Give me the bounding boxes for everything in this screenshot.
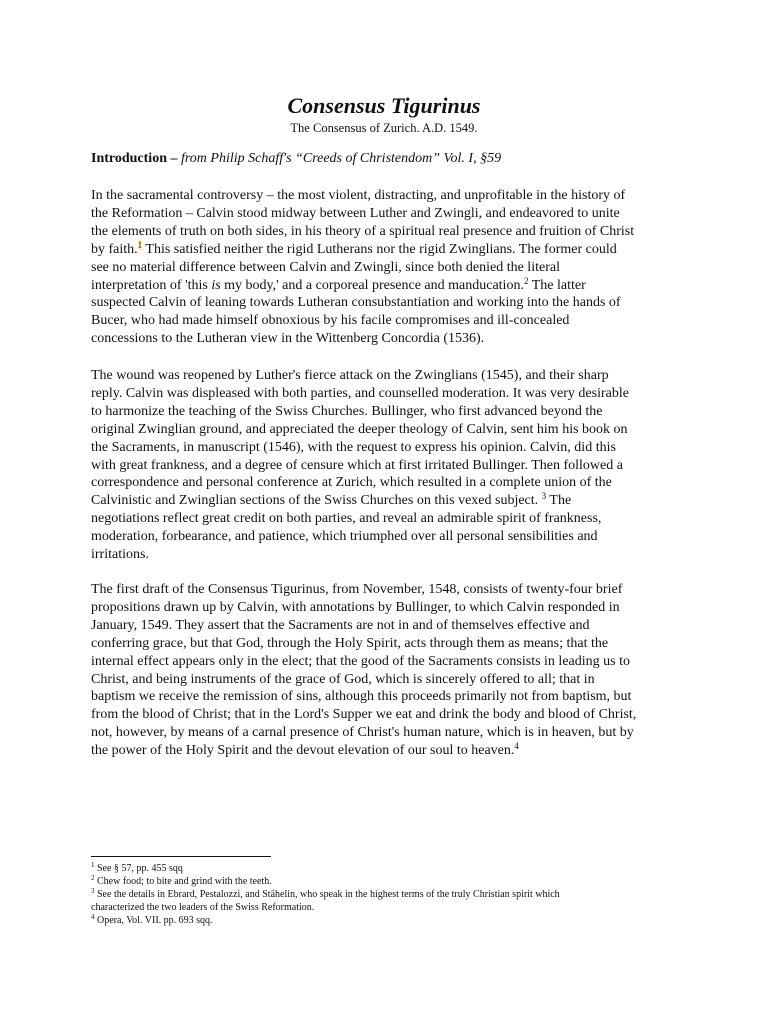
paragraph-line: Christ, and being instruments of the grace of God, which is sincerely offered to all; that in: [91, 671, 595, 687]
footnote: [91, 862, 691, 875]
footnote-number: 3: [91, 887, 95, 895]
line-text: The: [546, 493, 572, 509]
paragraph-line: the elements of truth on both sides, in his theory of a spiritual real presence and fruition of Christ: [91, 223, 635, 239]
footnote-divider: [91, 856, 271, 857]
paragraph-line: original Zwinglian ground, and appreciated the deeper theology of Calvin, sent him his book on: [91, 421, 628, 437]
paragraph-line: [91, 277, 691, 295]
footnote-ref-3[interactable]: 3: [541, 491, 547, 502]
paragraph-1: [91, 187, 691, 348]
footnote-text: Opera, Vol. VII. pp. 693 sqq.: [94, 915, 213, 926]
paragraph-line: reply. Calvin was displeased with both parties, and counselled moderation. It was very desirable: [91, 385, 629, 401]
paragraph-line: irritations.: [91, 547, 149, 563]
paragraph-line: In the sacramental controversy – the most violent, distracting, and unprofitable in the history of: [91, 188, 626, 203]
paragraph-2: [91, 367, 691, 564]
paragraph-line: suspected Calvin of leaning towards Lutheran consubstantiation and working into the hands of: [91, 295, 621, 311]
paragraph-line: the Sacraments, in manuscript (1546), with the request to express his opinion. Calvin, did this: [91, 439, 616, 455]
paragraph-line: [91, 492, 691, 510]
paragraph-line: The first draft of the Consensus Tigurinus, from November, 1548, consists of twenty-four brief: [91, 582, 623, 597]
paragraph-line: not, however, by means of a carnal presence of Christ's human nature, which is in heaven, but by: [91, 725, 634, 741]
paragraph-line: propositions drawn up by Calvin, with annotations by Bullinger, to which Calvin responded in: [91, 599, 620, 615]
line-text: by faith.: [91, 241, 138, 257]
paragraph-line: baptism we receive the remission of sins, although this proceeds primarily not from baptism, but: [91, 689, 632, 705]
line-text: my body,' and a corporeal presence and manducation.: [220, 277, 524, 293]
footnote: [91, 914, 691, 927]
footnote-number: 1: [91, 861, 95, 869]
introduction-label: Introduction –: [91, 151, 178, 166]
paragraph-line: internal effect appears only in the elect; that the good of the Sacraments consists in leading us to: [91, 653, 630, 669]
emphasis-text: is: [211, 277, 221, 293]
line-text: the power of the Holy Spirit and the devout elevation of our soul to heaven.: [91, 743, 515, 759]
paragraph-line: The wound was reopened by Luther's fierce attack on the Zwinglians (1545), and their sharp: [91, 368, 609, 383]
footnote-number: 2: [91, 874, 95, 882]
footnote-ref-2[interactable]: 2: [523, 275, 529, 286]
line-text: This satisfied neither the rigid Lutherans nor the rigid Zwinglians. The former could: [142, 241, 617, 257]
paragraph-line: negotiations reflect great credit on both parties, and reveal an admirable spirit of frankness,: [91, 511, 602, 527]
paragraph-line: [91, 241, 691, 259]
footnote: [91, 901, 691, 914]
footnote-ref-4[interactable]: 4: [514, 741, 519, 752]
paragraph-3: [91, 581, 691, 760]
paragraph-line: see no material difference between Calvin and Zwingli, since both denied the literal: [91, 259, 560, 275]
page-title: Consensus Tigurinus: [287, 93, 481, 118]
line-text: interpretation of 'this: [91, 277, 212, 293]
footnote-number: 4: [91, 913, 95, 921]
footnote-text: Chew food; to bite and grind with the teeth.: [94, 876, 272, 887]
paragraph-line: correspondence and personal conference at Zurich, which resulted in a complete union of the: [91, 475, 612, 491]
introduction-heading: [91, 151, 501, 167]
paragraph-line: moderation, forbearance, and patience, which triumphed over all personal sensibilities and: [91, 529, 598, 545]
paragraph-line: from the blood of Christ; that in the Lord's Supper we eat and drink the body and blood of Christ,: [91, 707, 637, 723]
paragraph-line: Bucer, who had made himself obnoxious by his facile compromises and ill-concealed: [91, 313, 570, 329]
paragraph-line: January, 1549. They assert that the Sacraments are not in and of themselves effective and: [91, 617, 590, 633]
footnote-text: characterized the two leaders of the Swiss Reformation.: [91, 902, 315, 913]
footnote-text: See the details in Ebrard, Pestalozzi, and Stähelin, who speak in the highest terms of the truly Christian spirit which: [94, 889, 560, 900]
paragraph-line: with great frankness, and a degree of censure which at first irritated Bullinger. Then followed a: [91, 457, 623, 473]
paragraph-line: the Reformation – Calvin stood midway between Luther and Zwingli, and endeavored to unite: [91, 205, 620, 221]
footnote: [91, 875, 691, 888]
page-subtitle: The Consensus of Zurich. A.D. 1549.: [290, 121, 478, 135]
footnote-text: See § 57, pp. 455 sqq: [94, 863, 183, 874]
paragraph-line: [91, 742, 691, 760]
paragraph-line: concessions to the Lutheran view in the Wittenberg Concordia (1536).: [91, 331, 485, 347]
paragraph-line: to harmonize the teaching of the Swiss Churches. Bullinger, who first advanced beyond the: [91, 403, 603, 419]
paragraph-line: conferring grace, but that God, through the Holy Spirit, acts through them as means; that the: [91, 635, 609, 651]
footnotes: [91, 862, 691, 927]
footnote: [91, 888, 691, 901]
line-text: The latter: [528, 277, 586, 293]
introduction-source: from Philip Schaff's “Creeds of Christendom” Vol. I, §59: [180, 151, 502, 166]
line-text: Calvinistic and Zwinglian sections of the Swiss Churches on this vexed subject.: [91, 493, 542, 509]
footnote-ref-1[interactable]: 1: [137, 239, 143, 250]
